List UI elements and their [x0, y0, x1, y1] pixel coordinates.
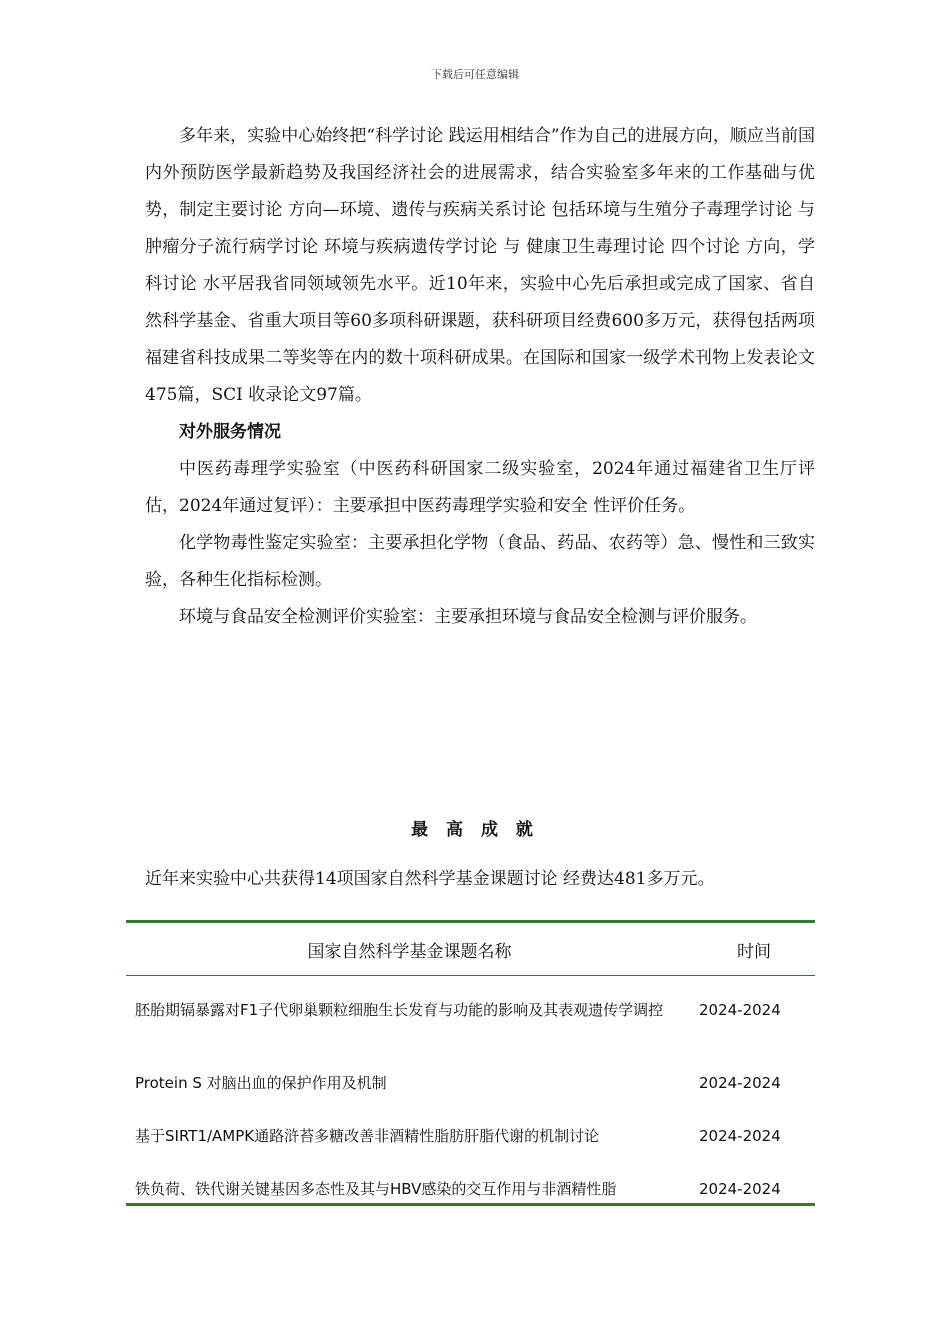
header-time: 时间	[737, 941, 771, 962]
grant-time-cell: 2024-2024	[699, 1127, 781, 1145]
grant-time-cell: 2024-2024	[699, 1074, 781, 1092]
table-row	[126, 1118, 815, 1171]
grant-name-cell: Protein S 对脑出血的保护作用及机制	[135, 1074, 387, 1092]
grant-table	[126, 920, 815, 1206]
achievement-intro: 近年来实验中心共获得14项国家自然科学基金课题讨论 经费达481多万元。	[145, 869, 715, 889]
service-item-chemical-lab: 化学物毒性鉴定实验室：主要承担化学物（食品、药品、农药等）急、慢性和三致实验，各种生化指标检测。	[145, 533, 815, 590]
service-item-food-safety-lab: 环境与食品安全检测评价实验室：主要承担环境与食品安全检测与评价服务。	[179, 607, 757, 627]
grant-name-cell: 胚胎期镉暴露对F1子代卵巢颗粒细胞生长发育与功能的影响及其表观遗传学调控	[135, 1001, 664, 1019]
table-row	[126, 976, 815, 1065]
header-grant-name: 国家自然科学基金课题名称	[307, 941, 512, 962]
grant-time-cell: 2024-2024	[699, 1180, 781, 1198]
grant-table-header	[126, 923, 815, 976]
grant-name-cell: 铁负荷、铁代谢关键基因多态性及其与HBV感染的交互作用与非酒精性脂	[135, 1180, 617, 1198]
service-section-title: 对外服务情况	[179, 422, 281, 442]
table-row	[126, 1065, 815, 1118]
service-item-tcm-lab: 中医药毒理学实验室（中医药科研国家二级实验室，2024年通过福建省卫生厅评估，2024年通过复评）：主要承担中医药毒理学实验和安全 性评价任务。	[145, 459, 815, 516]
grant-name-cell: 基于SIRT1/AMPK通路浒苔多糖改善非酒精性脂肪肝脂代谢的机制讨论	[135, 1127, 600, 1145]
intro-paragraph: 多年来，实验中心始终把“科学讨论 践运用相结合”作为自己的进展方向，顺应当前国内外预防医学最新趋势及我国经济社会的进展需求，结合实验室多年来的工作基础与优势，制定主要讨论 方向—环境、遗传与疾病关系讨论 包括环境与生殖分子毒理学讨论 与肿瘤分子流行病学讨论 环境与疾病遗传学讨论 与 健康卫生毒理讨论 四个讨论 方向，学科讨论 水平居我省同领域领先水平。近10年来，实验中心先后承担或完成了国家、省自然科学基金、省重大项目等60多项科研课题，获科研项目经费600多万元，获得包括两项福建省科技成果二等奖等在内的数十项科研成果。在国际和国家一级学术刊物上发表论文475篇，SCI 收录论文97篇。	[145, 126, 815, 405]
main-text-block	[145, 118, 815, 636]
table-row	[126, 1171, 815, 1203]
grant-time-cell: 2024-2024	[699, 1001, 781, 1019]
achievement-heading: 最 高 成 就	[411, 820, 539, 840]
page-header-note: 下载后可任意编辑	[431, 68, 519, 81]
